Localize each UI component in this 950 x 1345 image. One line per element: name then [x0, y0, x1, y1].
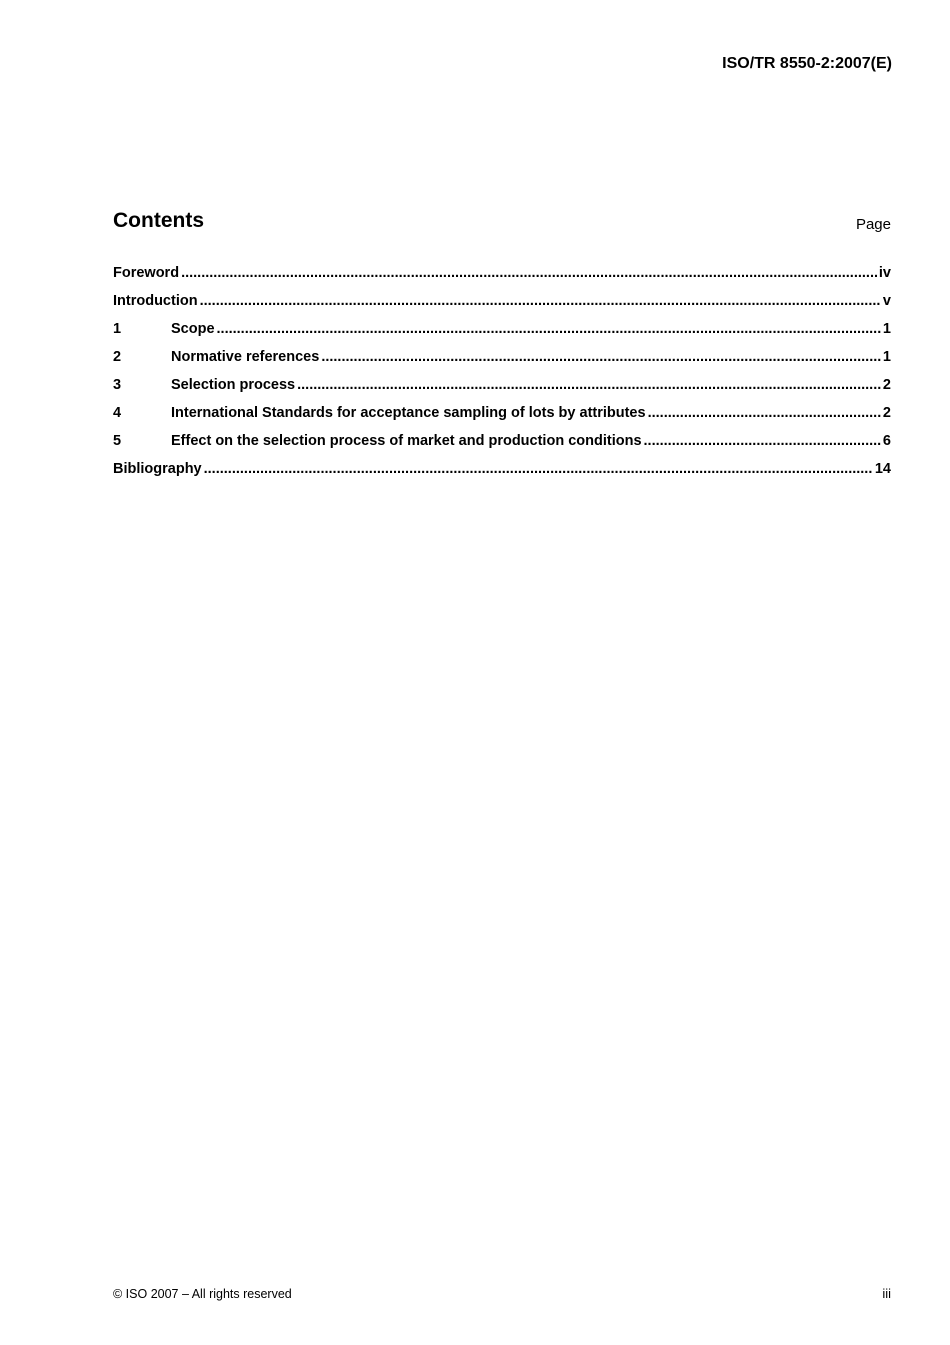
toc-entry-page: 2	[882, 377, 891, 393]
toc-entry-effect-on-selection[interactable]	[113, 433, 891, 461]
toc-entry-number: 3	[113, 377, 122, 393]
toc-entry-title: Scope	[171, 321, 215, 337]
document-id: ISO/TR 8550-2:2007(E)	[722, 55, 892, 72]
toc-entry-normative-references[interactable]	[113, 349, 891, 377]
toc-entry-title: Introduction	[113, 293, 198, 309]
toc-entry-title: Normative references	[171, 349, 320, 365]
toc-entry-page: 1	[882, 349, 891, 365]
toc-entry-bibliography[interactable]	[113, 461, 891, 489]
toc-entry-title: International Standards for acceptance sampling of lots by attributes	[171, 405, 646, 421]
toc-entry-introduction[interactable]	[113, 293, 891, 321]
toc-entry-page: 6	[882, 433, 891, 449]
toc-entry-title: Foreword	[113, 265, 180, 281]
toc-dot-leader	[642, 433, 881, 449]
contents-heading: Contents	[113, 209, 204, 232]
toc-entry-number: 4	[113, 405, 122, 421]
toc-dot-leader	[198, 293, 881, 309]
toc-entry-title: Selection process	[171, 377, 296, 393]
copyright-notice: © ISO 2007 – All rights reserved	[113, 1287, 292, 1301]
toc-dot-leader	[319, 349, 881, 365]
toc-entry-page: iv	[878, 265, 891, 281]
toc-entry-page: 1	[882, 321, 891, 337]
toc-entry-foreword[interactable]	[113, 265, 891, 293]
toc-dot-leader	[179, 265, 877, 281]
toc-dot-leader	[646, 405, 881, 421]
toc-entry-page: 14	[874, 461, 891, 477]
toc-entry-title: Effect on the selection process of market and production conditions	[171, 433, 642, 449]
toc-entry-number: 5	[113, 433, 122, 449]
toc-dot-leader	[295, 377, 881, 393]
toc-entry-scope[interactable]	[113, 321, 891, 349]
toc-dot-leader	[215, 321, 881, 337]
toc-entry-title: Bibliography	[113, 461, 202, 477]
toc-entry-selection-process[interactable]	[113, 377, 891, 405]
toc-entry-number: 2	[113, 349, 122, 365]
toc-entry-international-standards[interactable]	[113, 405, 891, 433]
toc-entry-page: v	[882, 293, 891, 309]
page-column-label: Page	[855, 216, 891, 233]
toc-dot-leader	[202, 461, 873, 477]
page-number: iii	[882, 1286, 891, 1301]
toc-entry-page: 2	[882, 405, 891, 421]
table-of-contents	[113, 265, 891, 489]
toc-entry-number: 1	[113, 321, 122, 337]
